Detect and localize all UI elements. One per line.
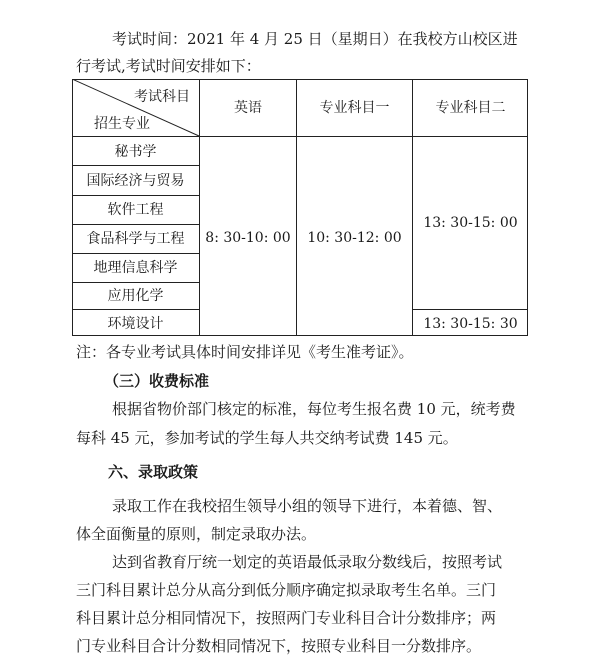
column-header-subject-2: 专业科目二 — [435, 100, 506, 116]
major-row: 秘书学 — [114, 144, 157, 160]
major-row: 应用化学 — [107, 288, 164, 304]
admission-heading: 六、录取政策 — [108, 463, 199, 481]
admission-p2-line-1: 达到省教育厅统一划定的英语最低录取分数线后，按照考试 — [112, 553, 503, 571]
admission-p2-line-3: 科目累计总分相同情况下，按照两门专业科目合计分数排序；两 — [76, 609, 497, 627]
header-subject-label: 考试科目 — [134, 89, 190, 105]
major-row: 食品科学与工程 — [86, 231, 185, 247]
major-row: 软件工程 — [107, 202, 164, 218]
intro-line-2: 行考试,考试时间安排如下： — [76, 57, 261, 75]
admission-p2-line-2: 三门科目累计总分从高分到低分顺序确定拟录取考生名单。三门 — [76, 581, 497, 599]
schedule-note: 注：各专业考试具体时间安排详见《考生准考证》。 — [76, 343, 414, 361]
subject-2-time-design: 13: 30-15: 30 — [423, 316, 518, 332]
fees-heading: （三）收费标准 — [104, 372, 210, 390]
english-time: 8: 30-10: 00 — [205, 230, 291, 246]
admission-p2-line-4: 门专业科目合计分数相同情况下，按照专业科目一分数排序。 — [76, 637, 482, 655]
fees-line-2: 每科 45 元，参加考试的学生每人共交纳考试费 145 元。 — [76, 429, 458, 447]
fees-line-1: 根据省物价部门核定的标准，每位考生报名费 10 元，统考费 — [112, 400, 516, 418]
column-header-english: 英语 — [234, 100, 262, 116]
major-row: 地理信息科学 — [93, 260, 178, 276]
subject-1-time: 10: 30-12: 00 — [307, 230, 402, 246]
intro-line-1: 考试时间：2021 年 4 月 25 日（星期日）在我校方山校区进 — [112, 30, 518, 48]
major-row: 环境设计 — [107, 316, 164, 332]
column-header-subject-1: 专业科目一 — [319, 100, 390, 116]
admission-p1-line-2: 体全面衡量的原则，制定录取办法。 — [76, 525, 317, 543]
subject-2-time: 13: 30-15: 00 — [423, 215, 518, 231]
major-row: 国际经济与贸易 — [86, 173, 185, 189]
admission-p1-line-1: 录取工作在我校招生领导小组的领导下进行，本着德、智、 — [112, 497, 503, 515]
header-major-label: 招生专业 — [94, 116, 150, 132]
exam-schedule-table — [72, 79, 528, 336]
